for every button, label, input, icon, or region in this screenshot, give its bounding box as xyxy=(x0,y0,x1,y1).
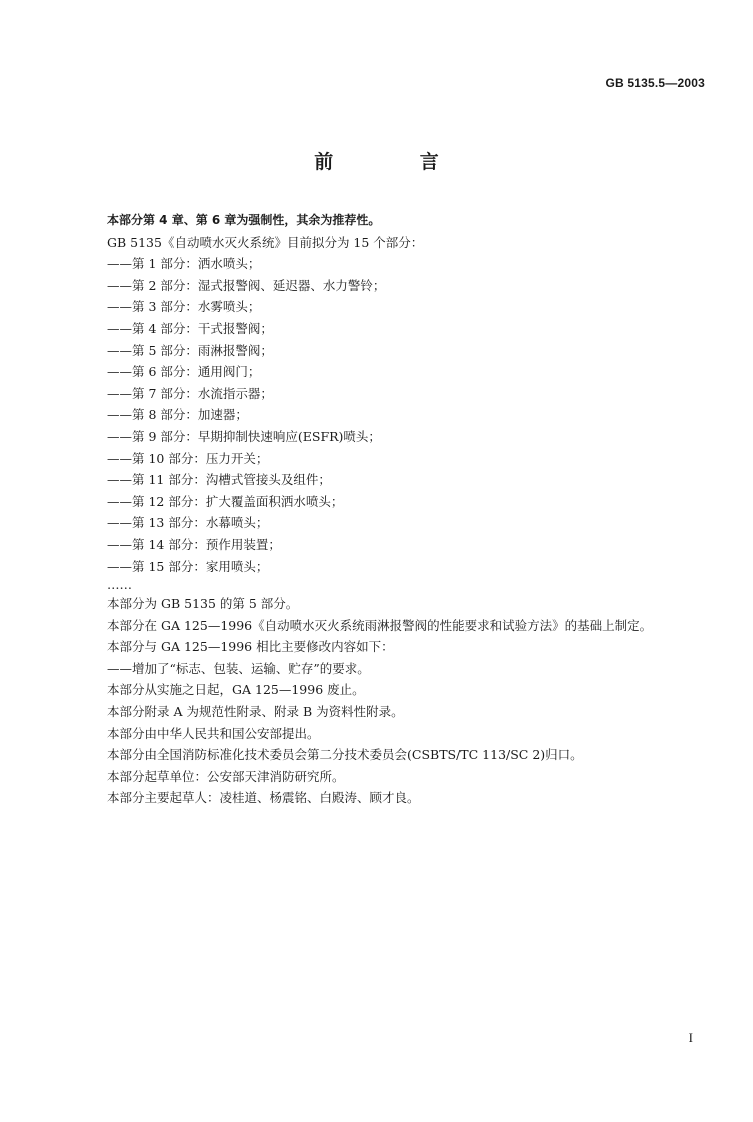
list-item-text: 第 1 部分：洒水喷头； xyxy=(132,256,261,272)
list-item-text: 第 14 部分：预作用装置； xyxy=(132,536,281,552)
list-dash: —— xyxy=(107,299,132,315)
list-dash: —— xyxy=(107,277,132,293)
list-dash: —— xyxy=(107,320,132,336)
list-item xyxy=(107,426,707,448)
list-item xyxy=(107,383,707,405)
list-item xyxy=(107,491,707,513)
paragraph: 本部分与 GA 125—1996 相比主要修改内容如下： xyxy=(107,639,394,655)
foreword-body xyxy=(107,210,707,809)
standard-number: GB 5135.5—2003 xyxy=(605,76,705,90)
list-item xyxy=(107,340,707,362)
list-item xyxy=(107,534,707,556)
list-item xyxy=(107,361,707,383)
paragraph: 本部分起草单位：公安部天津消防研究所。 xyxy=(107,768,345,784)
page-number: I xyxy=(688,1030,693,1045)
list-item-text: 第 10 部分：压力开关； xyxy=(132,450,269,466)
list-item xyxy=(107,253,707,275)
list-item xyxy=(107,448,707,470)
paragraph: 本部分主要起草人：凌桂道、杨震铭、白殿涛、顾才良。 xyxy=(107,790,420,806)
list-dash: —— xyxy=(107,364,132,380)
list-item xyxy=(107,469,707,491)
parts-intro: GB 5135《自动喷水灭火系统》目前拟分为 15 个部分： xyxy=(107,234,424,250)
list-item xyxy=(107,318,707,340)
list-dash: —— xyxy=(107,342,132,358)
list-item-text: 第 6 部分：通用阀门； xyxy=(132,364,261,380)
list-dash: —— xyxy=(107,472,132,488)
paragraph: 本部分附录 A 为规范性附录、附录 B 为资料性附录。 xyxy=(107,704,404,720)
list-item xyxy=(107,296,707,318)
list-item xyxy=(107,275,707,297)
list-dash: —— xyxy=(107,558,132,574)
list-ellipsis: …… xyxy=(107,577,132,593)
list-item xyxy=(107,512,707,534)
list-dash: —— xyxy=(107,407,132,423)
list-item-text: 第 12 部分：扩大覆盖面积洒水喷头； xyxy=(132,493,344,509)
list-item-text: 第 4 部分：干式报警阀； xyxy=(132,320,273,336)
list-dash: —— xyxy=(107,256,132,272)
paragraph: 本部分为 GB 5135 的第 5 部分。 xyxy=(107,596,299,612)
paragraph: 本部分由全国消防标准化技术委员会第二分技术委员会(CSBTS/TC 113/SC 2)归口。 xyxy=(107,747,583,763)
mandatory-note: 本部分第 4 章、第 6 章为强制性，其余为推荐性。 xyxy=(107,213,381,227)
list-dash: —— xyxy=(107,450,132,466)
list-item-text: 第 2 部分：湿式报警阀、延迟器、水力警铃； xyxy=(132,277,386,293)
list-item-text: 第 13 部分：水幕喷头； xyxy=(132,515,269,531)
page-title: 前 言 xyxy=(314,151,479,173)
list-dash: —— xyxy=(107,515,132,531)
list-dash: —— xyxy=(107,493,132,509)
list-item-text: 第 3 部分：水雾喷头； xyxy=(132,299,261,315)
list-dash: —— xyxy=(107,428,132,444)
foreword-paragraphs xyxy=(107,593,707,809)
list-dash: —— xyxy=(107,385,132,401)
paragraph: 本部分从实施之日起，GA 125—1996 废止。 xyxy=(107,682,365,698)
list-item xyxy=(107,404,707,426)
list-item xyxy=(107,556,707,578)
parts-list xyxy=(107,253,707,577)
list-item-text: 第 15 部分：家用喷头； xyxy=(132,558,269,574)
list-item-text: 第 9 部分：早期抑制快速响应(ESFR)喷头； xyxy=(132,428,381,444)
paragraph: ——增加了“标志、包装、运输、贮存”的要求。 xyxy=(107,660,370,676)
list-item-text: 第 7 部分：水流指示器； xyxy=(132,385,273,401)
list-dash: —— xyxy=(107,536,132,552)
paragraph: 本部分由中华人民共和国公安部提出。 xyxy=(107,725,320,741)
list-item-text: 第 5 部分：雨淋报警阀； xyxy=(132,342,273,358)
paragraph: 本部分在 GA 125—1996《自动喷水灭火系统雨淋报警阀的性能要求和试验方法》的基础上制定。 xyxy=(107,617,653,633)
list-item-text: 第 11 部分：沟槽式管接头及组件； xyxy=(132,472,331,488)
list-item-text: 第 8 部分：加速器； xyxy=(132,407,248,423)
